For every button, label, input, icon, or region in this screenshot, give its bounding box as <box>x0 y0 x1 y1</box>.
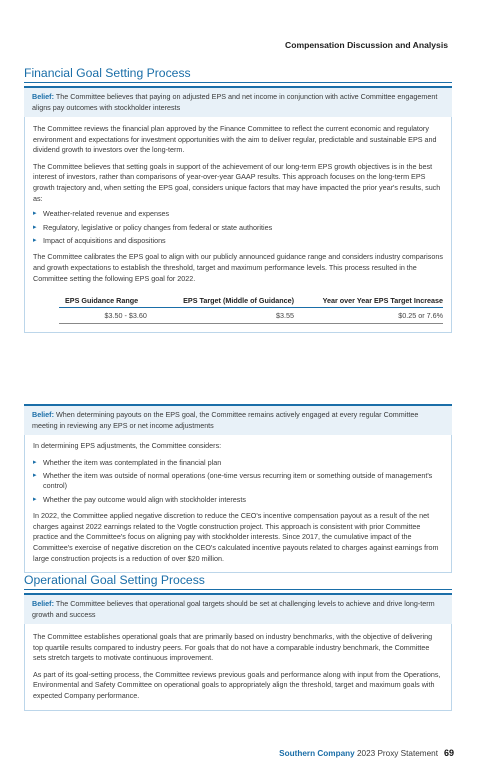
operational-belief-panel <box>24 593 452 711</box>
table-cell: $0.25 or 7.6% <box>294 308 443 324</box>
belief-panel-body <box>24 117 452 333</box>
eps-belief-panel <box>24 404 452 573</box>
page-number: 69 <box>443 748 454 758</box>
paragraph: In determining EPS adjustments, the Committee considers: <box>33 441 222 450</box>
list-item: ▸ Whether the item was contemplated in the financial plan <box>33 458 443 468</box>
eps-goal-table <box>59 294 443 324</box>
table-row <box>59 308 443 324</box>
bullet-list <box>33 458 443 506</box>
page-footer <box>279 748 454 758</box>
belief-panel-body <box>24 435 452 573</box>
table-cell: $3.50 - $3.60 <box>59 308 157 324</box>
running-header: Compensation Discussion and Analysis <box>285 40 448 50</box>
section-title-financial: Financial Goal Setting Process <box>24 66 191 80</box>
column-header: EPS Target (Middle of Guidance) <box>157 294 294 308</box>
bullet-list <box>33 209 443 246</box>
table-cell: $3.55 <box>157 308 294 324</box>
paragraph: In 2022, the Committee applied negative discretion to reduce the CEO's incentive compensation payout as a result of the net charges against 2022 earnings related to the Vogtle construction project. This approach is consistent with prior Committee practice and the Committee's focus on aligning pay with stockholder interests. Since 2017, the cumulative impact of the Committee's exercise of negative discretion on the CEO's calculated incentive payouts related to charges against earnings from large construction projects is a reduction of over $20 million. <box>33 511 439 563</box>
belief-panel-body <box>24 624 452 711</box>
list-item: ▸ Weather-related revenue and expenses <box>33 209 443 219</box>
paragraph: As part of its goal-setting process, the Committee reviews previous goals and performance along with input from the Operations, Environmental and Safety Committee on operational goals to appropriately align the threshold, target and maximum goals with expected Company performance. <box>33 669 441 700</box>
paragraph: The Committee establishes operational goals that are primarily based on industry benchmarks, with the objective of delivering top quartile results compared to industry peers. For goals that do not have a comparable industry benchmark, the Committee sets stretch targets to motivate continuous improvement. <box>33 632 433 663</box>
list-item: ▸ Impact of acquisitions and dispositions <box>33 236 443 246</box>
column-header: EPS Guidance Range <box>59 294 157 308</box>
belief-label: Belief: <box>32 92 54 101</box>
belief-label: Belief: <box>32 599 54 608</box>
financial-belief-panel <box>24 86 452 333</box>
belief-text: The Committee believes that operational goal targets should be set at challenging levels to achieve and drive long-term growth and success <box>32 599 435 619</box>
belief-box <box>24 593 452 624</box>
section-rule <box>24 589 452 590</box>
list-item: ▸ Whether the item was outside of normal operations (one-time versus recurring item or something outside of management's control) <box>33 471 443 492</box>
belief-text: The Committee believes that paying on adjusted EPS and net income in conjunction with active Committee engagement aligns pay outcomes with stockholder interests <box>32 92 438 112</box>
belief-text: When determining payouts on the EPS goal, the Committee remains actively engaged at every regular Committee meeting in reviewing any EPS or net income adjustments <box>32 410 419 430</box>
belief-label: Belief: <box>32 410 54 419</box>
paragraph: The Committee reviews the financial plan approved by the Finance Committee to reflect the current economic and regulatory environment and expectations for investment opportunities with the aim to deliver regular, predictable and sustainable EPS and dividend growth to investors over the long-term. <box>33 124 437 155</box>
table-header-row <box>59 294 443 308</box>
section-title-operational: Operational Goal Setting Process <box>24 573 205 587</box>
column-header: Year over Year EPS Target Increase <box>294 294 443 308</box>
belief-box <box>24 404 452 435</box>
footer-doc-title: 2023 Proxy Statement <box>354 749 438 758</box>
list-item: ▸ Whether the pay outcome would align with stockholder interests <box>33 495 443 505</box>
belief-box <box>24 86 452 117</box>
list-item: ▸ Regulatory, legislative or policy changes from federal or state authorities <box>33 223 443 233</box>
paragraph: The Committee calibrates the EPS goal to align with our publicly announced guidance range and considers industry comparisons and growth expectations to establish the threshold, target and maximum performance levels. This process resulted in the Committee setting the following EPS goal for 2022. <box>33 252 443 283</box>
paragraph: The Committee believes that setting goals in support of the achievement of our long-term EPS growth objectives is in the best interest of investors, rather than comparisons of year-over-year GAAP results. This approach focuses on the long-term EPS growth trajectory and, when setting the EPS goal, considers unique factors that may have impacted the prior year's results, such as: <box>33 161 441 203</box>
section-rule <box>24 82 452 83</box>
footer-brand: Southern Company <box>279 749 355 758</box>
